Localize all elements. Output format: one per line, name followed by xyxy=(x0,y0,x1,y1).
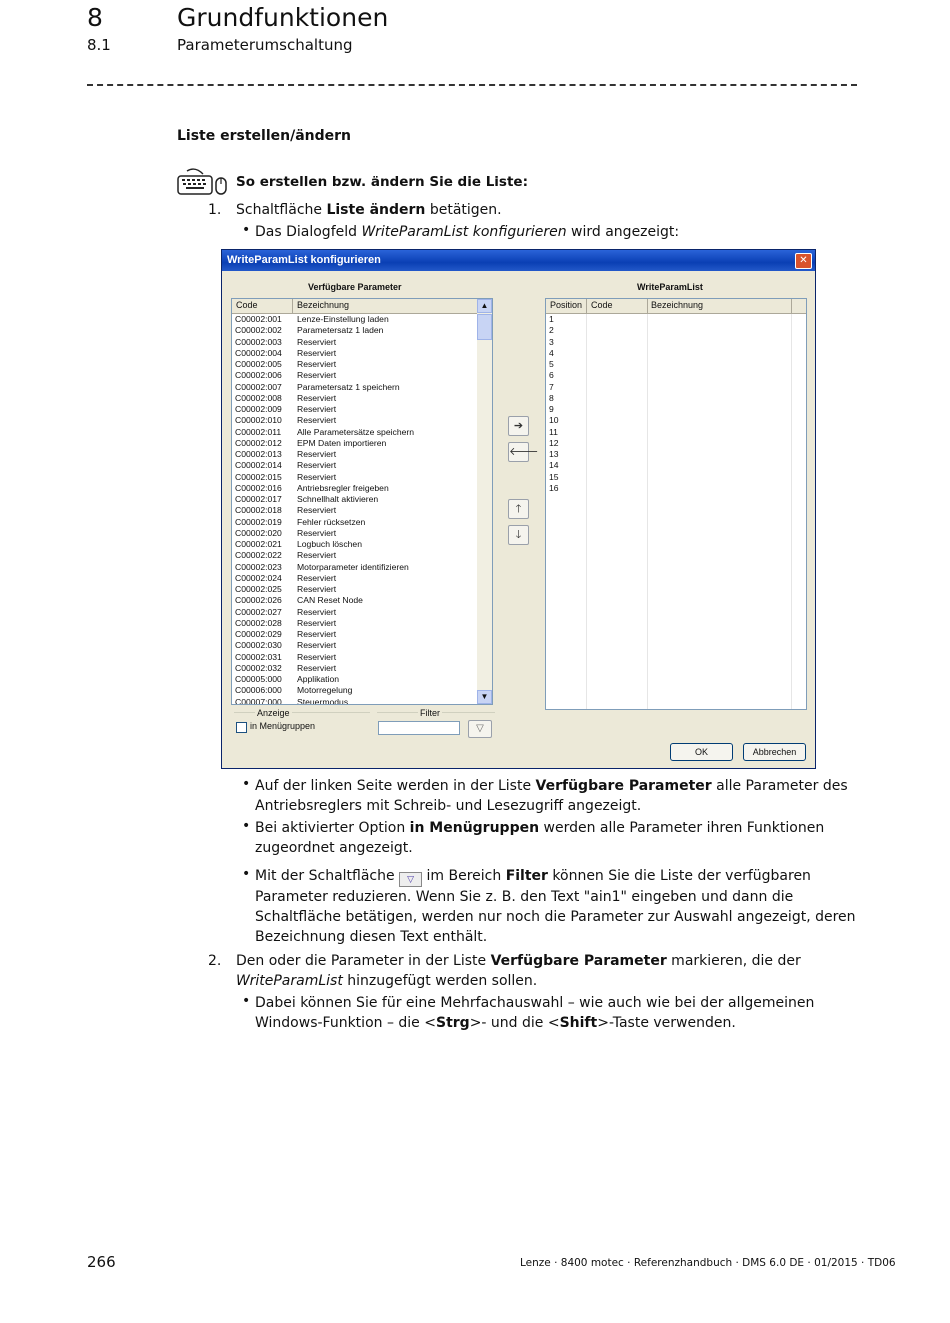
param-description: Parametersatz 1 laden xyxy=(297,325,384,336)
table-row[interactable] xyxy=(232,550,492,561)
position-number: 2 xyxy=(549,325,554,336)
position-number: 10 xyxy=(549,415,559,426)
dialog-title: WriteParamList konfigurieren xyxy=(222,250,815,271)
list-header xyxy=(546,299,806,314)
param-description: Reserviert xyxy=(297,651,337,662)
param-description: Parametersatz 1 speichern xyxy=(297,381,400,392)
param-code: C00002:006 xyxy=(235,370,282,381)
table-row[interactable] xyxy=(546,382,806,393)
position-number: 11 xyxy=(549,426,558,437)
param-code: C00002:029 xyxy=(235,629,282,639)
param-description: Reserviert xyxy=(297,404,337,414)
param-description: Reserviert xyxy=(297,527,337,538)
column-header-position[interactable]: Position xyxy=(550,300,583,310)
anzeige-label: Anzeige xyxy=(257,708,290,718)
param-description: Reserviert xyxy=(297,415,337,426)
bullet-dot: • xyxy=(242,222,251,238)
table-row[interactable] xyxy=(546,483,806,494)
scroll-down-icon[interactable]: ▼ xyxy=(477,690,492,704)
param-description: Reserviert xyxy=(297,359,337,369)
table-row[interactable] xyxy=(546,427,806,438)
table-row[interactable] xyxy=(546,393,806,404)
bullet-dot: • xyxy=(242,993,251,1009)
scrollbar[interactable] xyxy=(477,299,492,704)
param-code: C00002:030 xyxy=(235,640,282,651)
filter-label: Filter xyxy=(420,708,440,718)
position-rows xyxy=(546,314,806,494)
param-code: C00002:011 xyxy=(235,426,282,437)
table-row[interactable] xyxy=(232,404,492,415)
column-header-description[interactable]: Bezeichnung xyxy=(651,300,704,310)
table-row[interactable] xyxy=(546,460,806,471)
cancel-button[interactable]: Abbrechen xyxy=(743,743,806,761)
param-code: C00007:000 xyxy=(235,696,282,705)
table-row[interactable] xyxy=(232,562,492,573)
param-description: Schnellhalt aktivieren xyxy=(297,494,379,504)
section-title: Parameterumschaltung xyxy=(177,36,353,54)
param-code: C00002:021 xyxy=(235,539,282,549)
table-row[interactable] xyxy=(232,393,492,404)
filter-icon[interactable]: ▽ xyxy=(468,720,492,738)
table-row[interactable] xyxy=(232,483,492,494)
list-header xyxy=(232,299,492,314)
keyboard-mouse-icon xyxy=(177,168,229,196)
position-number: 8 xyxy=(549,392,554,403)
param-description: Reserviert xyxy=(297,471,337,482)
bullet-text: Bei aktivierter Option in Menügruppen werden alle Parameter ihren Funktionen zugeordnet angezeigt. xyxy=(255,820,825,856)
param-description: Reserviert xyxy=(297,550,337,561)
param-description: Reserviert xyxy=(297,584,337,594)
page-number: 266 xyxy=(87,1253,116,1271)
table-row[interactable] xyxy=(546,438,806,449)
param-code: C00002:018 xyxy=(235,505,282,516)
param-description: Reserviert xyxy=(297,449,337,459)
table-row[interactable] xyxy=(232,539,492,550)
param-code: C00002:023 xyxy=(235,561,282,572)
table-row[interactable] xyxy=(232,517,492,528)
bullet-text: Dabei können Sie für eine Mehrfachauswahl – wie auch wie bei der allgemeinen Windows-Funktion – die <Strg>- und die <Shift>-Taste verwenden. xyxy=(255,995,815,1031)
param-code: C00002:015 xyxy=(235,471,282,482)
header-divider xyxy=(87,84,857,86)
bullet-text: Das Dialogfeld WriteParamList konfigurieren wird angezeigt: xyxy=(255,224,680,240)
param-description: Motorparameter identifizieren xyxy=(297,561,409,572)
param-code: C00002:024 xyxy=(235,572,282,583)
param-description: Reserviert xyxy=(297,392,337,403)
param-description: Fehler rücksetzen xyxy=(297,516,366,527)
scroll-thumb[interactable] xyxy=(477,314,492,340)
chapter-title: Grundfunktionen xyxy=(177,3,389,32)
howto-title: So erstellen bzw. ändern Sie die Liste: xyxy=(236,174,528,190)
param-description: Lenze-Einstellung laden xyxy=(297,314,389,324)
column-header-code[interactable]: Code xyxy=(236,300,258,310)
param-code: C00002:004 xyxy=(235,347,282,358)
menugruppen-checkbox[interactable] xyxy=(236,722,247,733)
table-row[interactable] xyxy=(232,618,492,629)
remove-arrow-button[interactable]: 🡐 xyxy=(508,442,529,462)
param-code: C00006:000 xyxy=(235,685,282,696)
writeparamlist-list[interactable] xyxy=(545,298,807,710)
bullet-text: Auf der linken Seite werden in der Liste Verfügbare Parameter alle Parameter des Antriebsreglers mit Schreib- und Lesezugriff angezeigt. xyxy=(255,778,848,814)
table-row[interactable] xyxy=(546,370,806,381)
table-row[interactable] xyxy=(232,573,492,584)
param-description: Reserviert xyxy=(297,640,337,651)
param-code: C00002:010 xyxy=(235,415,282,426)
table-row[interactable] xyxy=(546,415,806,426)
filter-input[interactable] xyxy=(378,721,460,735)
param-description: Reserviert xyxy=(297,662,337,673)
position-number: 12 xyxy=(549,437,559,448)
position-number: 3 xyxy=(549,336,554,347)
table-row[interactable] xyxy=(232,348,492,359)
param-code: C00002:025 xyxy=(235,584,282,594)
param-code: C00002:031 xyxy=(235,651,282,662)
table-row[interactable] xyxy=(546,359,806,370)
bullet-text: Mit der Schaltfläche ▽ im Bereich Filter können Sie die Liste der verfügbaren Parameter reduzieren. Wenn Sie z. B. den Text "ain1" eingeben und dann die Schaltfläche betätigen, werden nur noch die Parameter zur Auswahl angezeigt, deren Bezeichnung diesen Text enthält. xyxy=(255,868,856,945)
position-number: 6 xyxy=(549,370,554,381)
param-description: Antriebsregler freigeben xyxy=(297,482,389,493)
param-code: C00002:017 xyxy=(235,494,282,504)
table-row[interactable] xyxy=(232,314,492,325)
position-number: 4 xyxy=(549,347,554,358)
section-number: 8.1 xyxy=(87,36,111,54)
position-number: 15 xyxy=(549,471,559,482)
param-code: C00002:027 xyxy=(235,606,282,617)
bullet-dot: • xyxy=(242,866,251,882)
position-number: 13 xyxy=(549,449,559,459)
table-row[interactable] xyxy=(232,415,492,426)
table-row[interactable] xyxy=(232,584,492,595)
table-row[interactable] xyxy=(232,359,492,370)
subheading: Liste erstellen/ändern xyxy=(177,128,352,144)
position-number: 5 xyxy=(549,359,554,369)
param-code: C00002:032 xyxy=(235,662,282,673)
bullet-dot: • xyxy=(242,818,251,834)
table-row[interactable] xyxy=(232,629,492,640)
move-up-button[interactable]: 🡑 xyxy=(508,499,529,519)
column-header-description[interactable]: Bezeichnung xyxy=(297,300,350,310)
param-description: Reserviert xyxy=(297,460,337,471)
param-rows xyxy=(232,314,492,705)
param-description: Alle Parametersätze speichern xyxy=(297,426,415,437)
position-number: 14 xyxy=(549,460,559,471)
close-icon[interactable]: ✕ xyxy=(795,253,812,269)
table-row[interactable] xyxy=(232,528,492,539)
param-description: Reserviert xyxy=(297,572,337,583)
param-code: C00002:013 xyxy=(235,449,282,459)
param-code: C00002:008 xyxy=(235,392,282,403)
position-number: 16 xyxy=(549,482,559,493)
param-description: Motorregelung xyxy=(297,685,353,696)
dialog-window xyxy=(221,249,816,769)
table-row[interactable] xyxy=(232,494,492,505)
param-code: C00002:009 xyxy=(235,404,282,414)
param-description: EPM Daten importieren xyxy=(297,437,387,448)
scroll-up-icon[interactable]: ▲ xyxy=(477,299,492,313)
table-row[interactable] xyxy=(232,685,492,696)
table-row[interactable] xyxy=(546,325,806,336)
table-row[interactable] xyxy=(232,449,492,460)
position-number: 7 xyxy=(549,381,554,392)
param-description: Reserviert xyxy=(297,336,337,347)
table-row[interactable] xyxy=(546,348,806,359)
ok-button[interactable]: OK xyxy=(670,743,733,761)
bullet-dot: • xyxy=(242,776,251,792)
position-number: 1 xyxy=(549,314,554,324)
table-row[interactable] xyxy=(232,505,492,516)
column-header-code[interactable]: Code xyxy=(591,300,613,310)
filter-icon: ▽ xyxy=(399,872,422,887)
table-row[interactable] xyxy=(232,460,492,471)
table-row[interactable] xyxy=(546,449,806,460)
writeparamlist-title: WriteParamList xyxy=(637,282,703,292)
chapter-number: 8 xyxy=(87,3,103,32)
table-row[interactable] xyxy=(232,640,492,651)
footer-document-info: Lenze · 8400 motec · Referenzhandbuch · DMS 6.0 DE · 01/2015 · TD06 xyxy=(520,1257,896,1269)
param-description: Logbuch löschen xyxy=(297,539,362,549)
param-description: Reserviert xyxy=(297,617,337,628)
table-row[interactable] xyxy=(232,427,492,438)
step-text: Schaltfläche Liste ändern betätigen. xyxy=(236,202,502,218)
table-row[interactable] xyxy=(232,595,492,606)
table-row[interactable] xyxy=(232,652,492,663)
table-row[interactable] xyxy=(546,314,806,325)
param-description: Steuermodus xyxy=(297,696,349,705)
table-row[interactable] xyxy=(232,472,492,483)
param-code: C00002:001 xyxy=(235,314,282,324)
table-row[interactable] xyxy=(232,337,492,348)
available-params-title: Verfügbare Parameter xyxy=(308,282,402,292)
menugruppen-label: in Menügruppen xyxy=(250,721,316,731)
table-row[interactable] xyxy=(232,438,492,449)
table-row[interactable] xyxy=(232,325,492,336)
table-row[interactable] xyxy=(546,404,806,415)
param-code: C00005:000 xyxy=(235,674,282,684)
param-description: Reserviert xyxy=(297,370,337,381)
step-number: 1. xyxy=(208,202,222,218)
param-code: C00002:007 xyxy=(235,381,282,392)
param-code: C00002:003 xyxy=(235,336,282,347)
table-row[interactable] xyxy=(232,370,492,381)
table-row[interactable] xyxy=(546,337,806,348)
param-description: Reserviert xyxy=(297,347,337,358)
param-code: C00002:016 xyxy=(235,482,282,493)
param-description: Applikation xyxy=(297,674,340,684)
param-code: C00002:005 xyxy=(235,359,282,369)
param-code: C00002:002 xyxy=(235,325,282,336)
step-text: Den oder die Parameter in der Liste Verfügbare Parameter markieren, die der WriteParamList hinzugefügt werden sollen. xyxy=(236,953,801,989)
table-row[interactable] xyxy=(232,382,492,393)
param-code: C00002:020 xyxy=(235,527,282,538)
param-description: Reserviert xyxy=(297,606,337,617)
param-code: C00002:028 xyxy=(235,617,282,628)
step-number: 2. xyxy=(208,953,222,969)
param-description: CAN Reset Node xyxy=(297,595,363,606)
param-code: C00002:012 xyxy=(235,437,282,448)
table-row[interactable] xyxy=(232,663,492,674)
available-params-list[interactable] xyxy=(231,298,493,705)
table-row[interactable] xyxy=(232,607,492,618)
param-code: C00002:019 xyxy=(235,516,282,527)
param-code: C00002:014 xyxy=(235,460,282,471)
table-row[interactable] xyxy=(546,472,806,483)
position-number: 9 xyxy=(549,404,554,414)
table-row[interactable] xyxy=(232,697,492,706)
param-code: C00002:022 xyxy=(235,550,282,561)
param-code: C00002:026 xyxy=(235,595,282,606)
param-description: Reserviert xyxy=(297,505,337,516)
add-arrow-button[interactable]: ➔ xyxy=(508,416,529,436)
move-down-button[interactable]: 🡓 xyxy=(508,525,529,545)
param-description: Reserviert xyxy=(297,629,337,639)
table-row[interactable] xyxy=(232,674,492,685)
